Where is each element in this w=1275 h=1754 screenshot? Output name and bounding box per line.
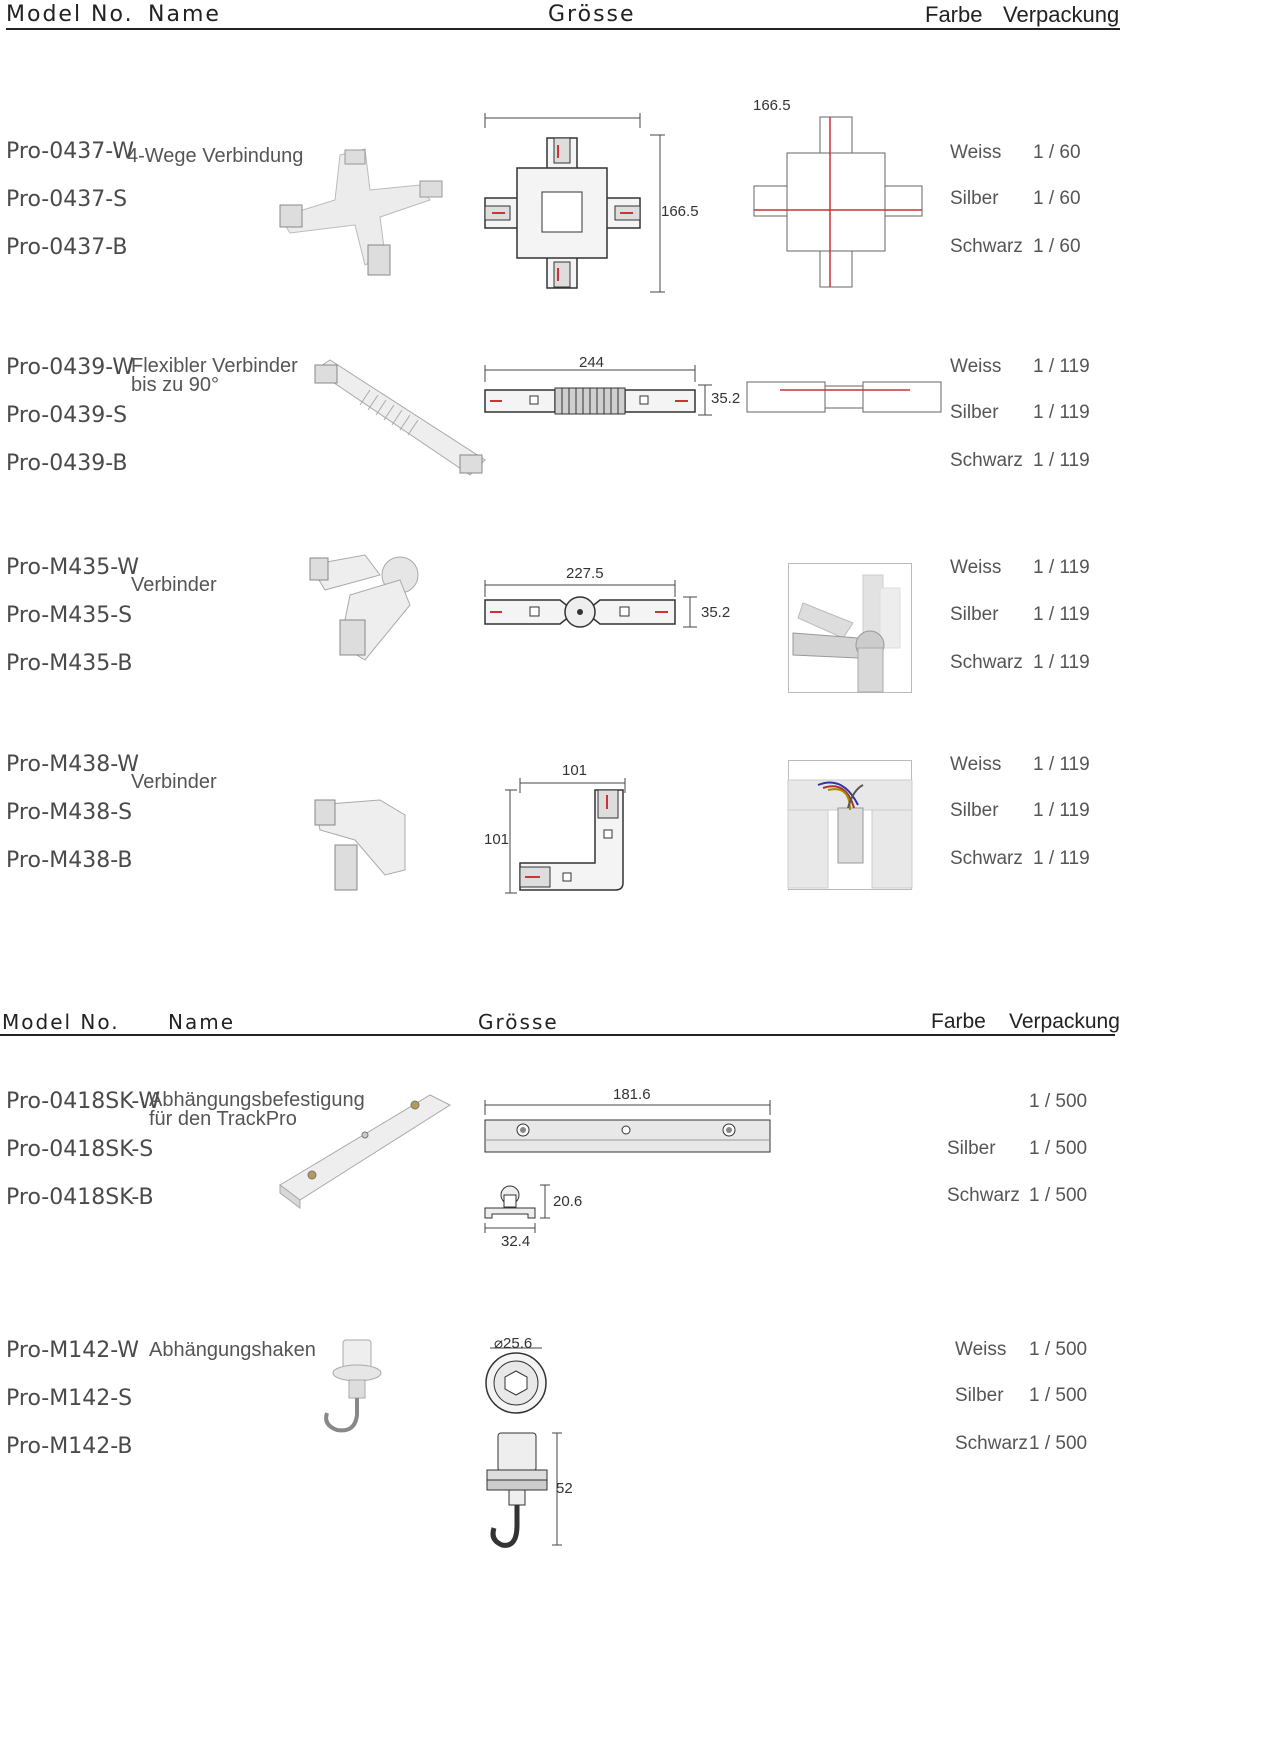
vp-0439-w: 1 / 119 — [1033, 356, 1090, 377]
model-m142-w: Pro-M142-W — [6, 1338, 140, 1363]
farbe-m438-b: Schwarz — [950, 848, 1023, 869]
header1-name: Name — [148, 2, 221, 27]
vp-m438-w: 1 / 119 — [1033, 754, 1090, 775]
dim-label-height: 20.6 — [553, 1193, 583, 1210]
dim-label-width: 32.4 — [501, 1233, 531, 1250]
dim-label-width: 166.5 — [753, 97, 791, 114]
farbe-m435-s: Silber — [950, 604, 999, 625]
header1-verpackung: Verpackung — [1003, 2, 1120, 27]
dim-label-height: 166.5 — [661, 203, 699, 220]
rotation-photo-m435 — [788, 563, 912, 693]
model-0437-b: Pro-0437-B — [6, 235, 128, 260]
farbe-m438-w: Weiss — [950, 754, 1002, 775]
header2-rule — [0, 1034, 1115, 1036]
wiring-photo-m438 — [788, 760, 912, 890]
vp-0418sk-w: 1 / 500 — [1029, 1091, 1088, 1112]
product-name-line2: für den TrackPro — [149, 1108, 297, 1130]
product-photo-cross — [270, 145, 460, 285]
header2-model: Model No. — [2, 1010, 120, 1034]
farbe-m142-b: Schwarz — [955, 1433, 1028, 1454]
model-m142-b: Pro-M142-B — [6, 1434, 133, 1459]
farbe-0439-w: Weiss — [950, 356, 1002, 377]
model-m142-s: Pro-M142-S — [6, 1386, 133, 1411]
farbe-0439-s: Silber — [950, 402, 999, 423]
farbe-0418sk-s: Silber — [947, 1138, 996, 1159]
product-name: Flexibler Verbinder — [131, 355, 298, 377]
farbe-m435-b: Schwarz — [950, 652, 1023, 673]
model-m438-s: Pro-M438-S — [6, 800, 133, 825]
model-m438-w: Pro-M438-W — [6, 752, 140, 777]
model-0418sk-s: Pro-0418SK-S — [6, 1137, 154, 1162]
farbe-0437-b: Schwarz — [950, 236, 1023, 257]
vp-m435-b: 1 / 119 — [1033, 652, 1090, 673]
dim-label-height: 35.2 — [711, 390, 741, 407]
model-m438-b: Pro-M438-B — [6, 848, 133, 873]
dim-label-height: 35.2 — [701, 604, 731, 621]
dim-label-length: 244 — [579, 354, 605, 371]
vp-0418sk-s: 1 / 500 — [1029, 1138, 1088, 1159]
wiring-drawing-flex — [745, 380, 945, 415]
product-name: 4-Wege Verbindung — [127, 145, 304, 167]
vp-m438-b: 1 / 119 — [1033, 848, 1090, 869]
vp-m142-s: 1 / 500 — [1029, 1385, 1088, 1406]
product-name: Verbinder — [131, 771, 217, 793]
product-photo-m438 — [310, 795, 415, 895]
farbe-0439-b: Schwarz — [950, 450, 1023, 471]
profile-drawing-0418sk — [480, 1180, 560, 1240]
wiring-drawing-cross — [752, 115, 927, 290]
vp-0439-b: 1 / 119 — [1033, 450, 1090, 471]
vp-m438-s: 1 / 119 — [1033, 800, 1090, 821]
header1-groesse: Grösse — [548, 2, 636, 27]
product-photo-m142 — [315, 1335, 395, 1440]
dimension-drawing-cross — [480, 110, 680, 300]
product-photo-flex — [310, 355, 490, 485]
farbe-0418sk-b: Schwarz — [947, 1185, 1020, 1206]
header2-groesse: Grösse — [478, 1010, 559, 1034]
product-name: Abhängungsbefestigung — [149, 1089, 365, 1111]
model-0418sk-w: Pro-0418SK-W — [6, 1089, 161, 1114]
vp-0418sk-b: 1 / 500 — [1029, 1185, 1088, 1206]
model-m435-b: Pro-M435-B — [6, 651, 133, 676]
header2-name: Name — [168, 1010, 236, 1034]
model-0439-b: Pro-0439-B — [6, 451, 128, 476]
model-m435-s: Pro-M435-S — [6, 603, 133, 628]
vp-m435-w: 1 / 119 — [1033, 557, 1090, 578]
dim-label-height: 52 — [556, 1480, 573, 1497]
vp-0439-s: 1 / 119 — [1033, 402, 1090, 423]
dimension-drawing-m438 — [505, 775, 640, 900]
product-name: Abhängungshaken — [149, 1339, 316, 1361]
model-0437-s: Pro-0437-S — [6, 187, 128, 212]
product-name: Verbinder — [131, 574, 217, 596]
vp-0437-w: 1 / 60 — [1033, 142, 1081, 163]
vp-m142-b: 1 / 500 — [1029, 1433, 1088, 1454]
model-0439-s: Pro-0439-S — [6, 403, 128, 428]
dim-label-length: 181.6 — [613, 1086, 651, 1103]
vp-m142-w: 1 / 500 — [1029, 1339, 1088, 1360]
farbe-0437-w: Weiss — [950, 142, 1002, 163]
dim-label-length: 227.5 — [566, 565, 604, 582]
vp-0437-b: 1 / 60 — [1033, 236, 1081, 257]
farbe-m142-s: Silber — [955, 1385, 1004, 1406]
product-photo-m435 — [305, 550, 425, 665]
product-name-line2: bis zu 90° — [131, 374, 220, 396]
vp-m435-s: 1 / 119 — [1033, 604, 1090, 625]
dim-label-diameter: ⌀25.6 — [494, 1335, 533, 1352]
header1-rule — [6, 28, 1120, 30]
header2-verpackung: Verpackung — [1009, 1010, 1120, 1033]
farbe-0437-s: Silber — [950, 188, 999, 209]
header1-farbe: Farbe — [925, 2, 983, 27]
dim-label-height: 101 — [484, 831, 510, 848]
dimension-drawing-m435 — [480, 575, 710, 635]
header2-farbe: Farbe — [931, 1010, 986, 1033]
model-0418sk-b: Pro-0418SK-B — [6, 1185, 154, 1210]
farbe-m142-w: Weiss — [955, 1339, 1007, 1360]
farbe-m435-w: Weiss — [950, 557, 1002, 578]
model-m435-w: Pro-M435-W — [6, 555, 140, 580]
vp-0437-s: 1 / 60 — [1033, 188, 1081, 209]
dimension-drawing-0418sk — [480, 1095, 780, 1160]
product-photo-0418sk — [270, 1090, 460, 1210]
model-0439-w: Pro-0439-W — [6, 355, 135, 380]
header1-model: Model No. — [6, 2, 134, 27]
dim-label-width: 101 — [562, 762, 588, 779]
model-0437-w: Pro-0437-W — [6, 139, 135, 164]
farbe-m438-s: Silber — [950, 800, 999, 821]
top-view-drawing-m142 — [482, 1345, 552, 1415]
